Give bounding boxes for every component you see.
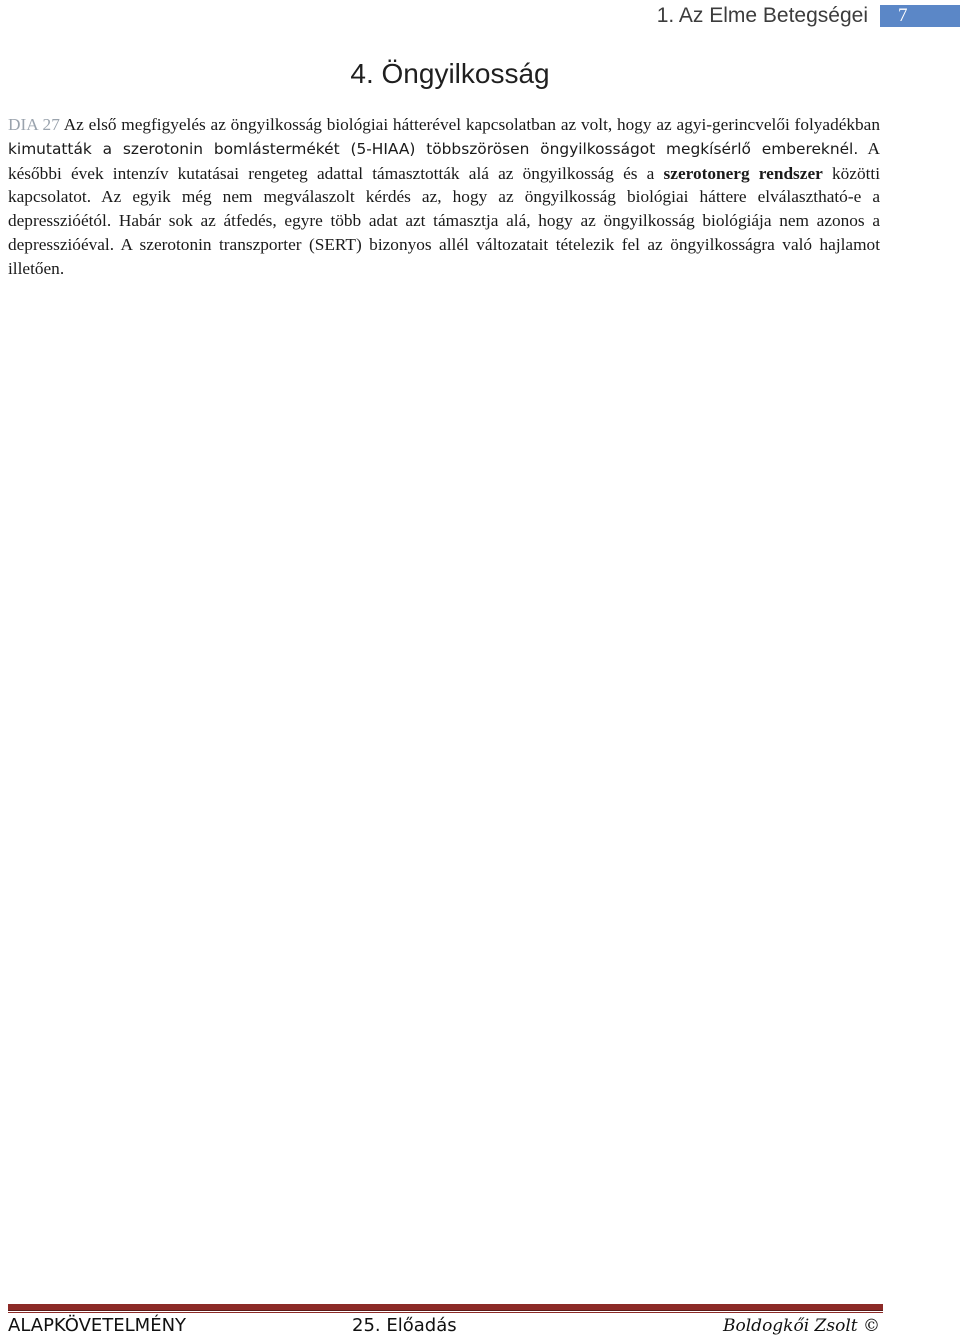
footer-lecture-label: 25. Előadás [352, 1315, 457, 1336]
section-title: 4. Öngyilkosság [350, 58, 550, 89]
footer-left-label: ALAPKÖVETELMÉNY [8, 1315, 187, 1336]
body-paragraph [8, 113, 880, 281]
page-footer [0, 1313, 960, 1340]
header-page-number: 7 [880, 5, 960, 27]
body-text-run-1: Az első megfigyelés az öngyilkosság biológiai hátterével kapcsolatban az volt, hogy az agyi-gerincvelői folyadékban [59, 115, 880, 134]
dia-reference: DIA 27 [8, 115, 60, 134]
header-chapter-title: 1. Az Elme Betegségei [656, 4, 868, 27]
page-header [0, 0, 960, 34]
bold-term: szerotonerg rendszer [663, 163, 823, 183]
footer-rule [8, 1304, 883, 1311]
body-text-run-3: A későbbi évek intenzív kutatásai rengeteg adattal támasztották alá az öngyilkosság és a [8, 138, 880, 183]
body-text-run-4: közötti kapcsolatot. Az egyik még nem megválaszolt kérdés az, hogy az öngyilkosság biológiai háttere elválasztható-e a depresszióétól. Habár sok az átfedés, egyre több adat azt támasztja alá, hogy az öngyilkosság biológiája nem azonos a depresszióéval. A szerotonin transzporter (SERT) bizonyos allél változatait tételezik fel az öngyilkosságra való hajlamot illetően. [8, 163, 880, 278]
body-text-run-2: kimutatták a szerotonin bomlástermékét (5-HIAA) többszörösen öngyilkosságot megkísérlő embereknél. [8, 139, 859, 158]
footer-author: Boldogkői Zsolt © [723, 1316, 880, 1336]
